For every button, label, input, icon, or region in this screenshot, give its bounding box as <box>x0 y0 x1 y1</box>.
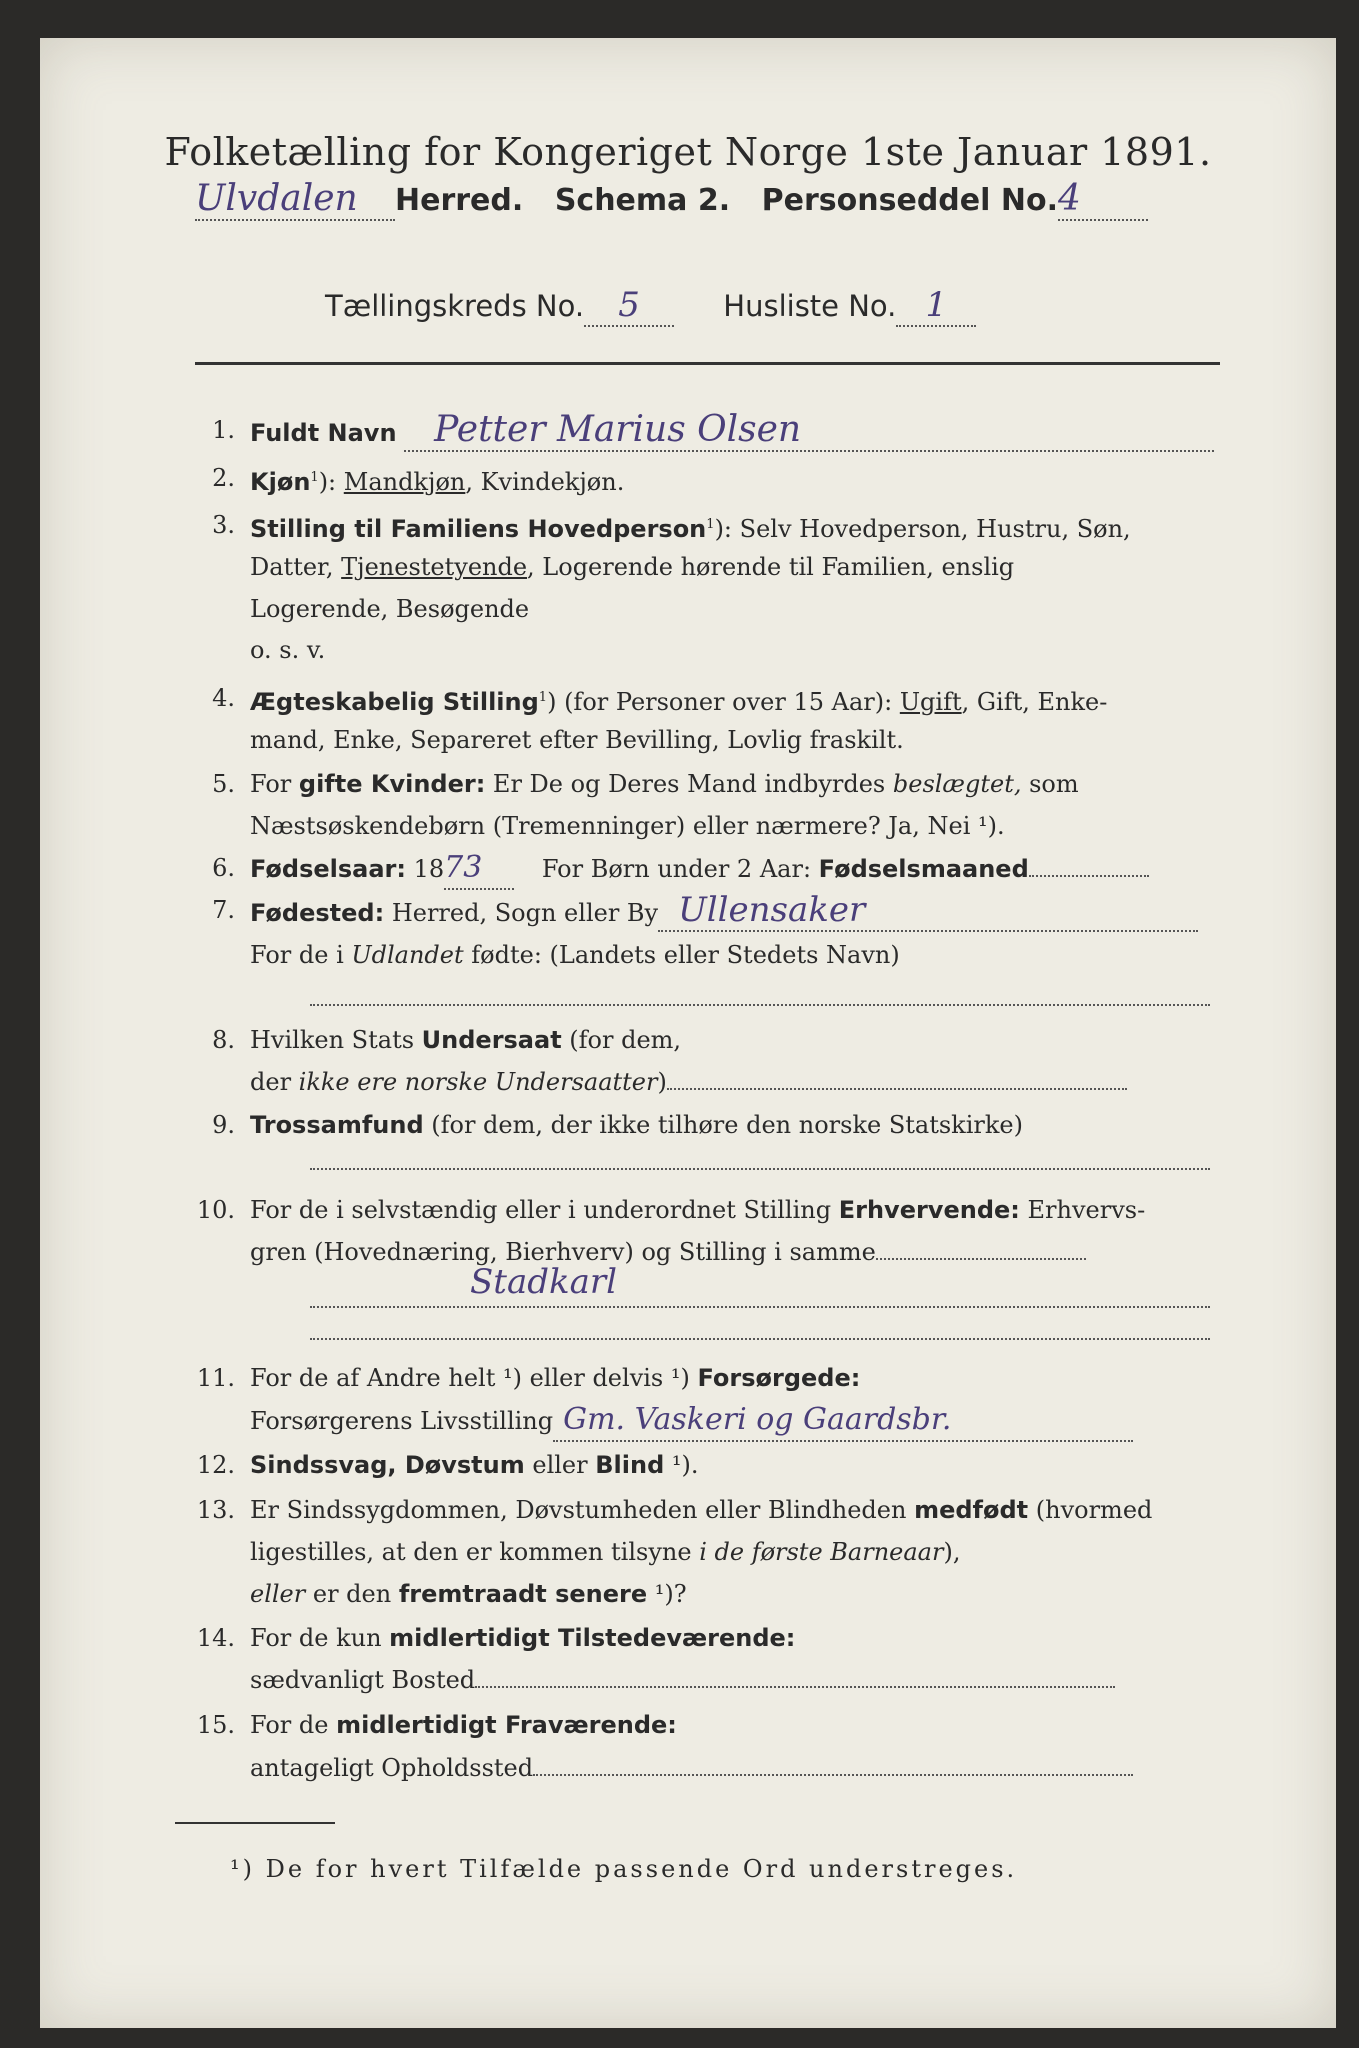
item-7-answer-line <box>310 1004 1210 1006</box>
item-6-label: Fødselsaar: <box>250 855 406 883</box>
item-10-a: For de i selvstændig eller i underordnet Stilling <box>250 1196 839 1224</box>
item-13-line2-i: i de første Barneaar <box>699 1538 944 1566</box>
item-7-number: 7. <box>212 896 235 924</box>
footnote-rule <box>175 1822 335 1824</box>
item-14-dots <box>475 1686 1115 1688</box>
item-15-a: For de <box>250 1711 337 1739</box>
item-4-label: Ægteskabelig Stilling <box>250 688 539 716</box>
item-6-number: 6. <box>212 854 235 882</box>
item-11-label: Forsørgede: <box>697 1364 861 1392</box>
item-5-number: 5. <box>212 770 235 798</box>
item-10-number: 10. <box>196 1196 235 1224</box>
item-9-text: (for dem, der ikke tilhøre den norske Statskirke) <box>423 1111 1023 1139</box>
item-7-value: Ullensaker <box>658 890 1198 932</box>
item-14-number: 14. <box>196 1624 235 1652</box>
item-13-line3-b: ¹)? <box>647 1580 687 1608</box>
item-9-label: Trossamfund <box>250 1111 424 1139</box>
item-8-line2-a: der <box>250 1068 299 1096</box>
item-10-answer <box>310 1262 1210 1308</box>
item-15-label: midlertidigt Fraværende: <box>336 1711 677 1739</box>
item-5-c: som <box>1021 770 1079 798</box>
item-6-prefix: 18 <box>406 855 445 883</box>
item-14-label: midlertidigt Tilstedeværende: <box>389 1624 796 1652</box>
item-8-number: 8. <box>212 1026 235 1054</box>
item-2-label: Kjøn <box>250 468 311 496</box>
item-2-footnote-mark: 1 <box>310 470 319 485</box>
item-10-dots <box>876 1258 1086 1260</box>
item-11-line2: Forsørgerens Livsstilling <box>250 1407 554 1435</box>
item-9-answer-line <box>310 1168 1210 1170</box>
item-10-value: Stadkarl <box>470 1262 617 1302</box>
item-12-label2: Blind <box>595 1451 665 1479</box>
item-5-italic: beslægtet, <box>892 770 1022 798</box>
item-13-line2-a: ligestilles, at den er kommen tilsyne <box>250 1538 700 1566</box>
item-8-b: (for dem, <box>561 1026 682 1054</box>
form-title: Folketælling for Kongeriget Norge 1ste Januar 1891. <box>164 130 1212 174</box>
item-3-line3: Logerende, Besøgende <box>250 595 530 623</box>
item-1-number: 1. <box>212 416 235 444</box>
item-7-line2-a: For de i <box>250 941 352 969</box>
item-10-b: Erhvervs- <box>1019 1196 1146 1224</box>
item-4-number: 4. <box>212 684 235 712</box>
item-5-b: Er De og Deres Mand indbyrdes <box>485 770 893 798</box>
kreds-value: 5 <box>584 285 674 327</box>
schema-label: Schema 2. <box>554 183 731 218</box>
item-15-number: 15. <box>196 1711 235 1739</box>
husliste-value: 1 <box>896 285 976 327</box>
item-13-line2-b: ), <box>943 1538 961 1566</box>
item-10-answer-line2 <box>310 1338 1210 1340</box>
footnote: ¹) De for hvert Tilfælde passende Ord understreges. <box>230 1855 1018 1883</box>
herred-value: Ulvdalen <box>195 178 395 221</box>
herred-label: Herred. <box>395 183 524 218</box>
item-3-footnote-mark: 1 <box>706 517 715 532</box>
item-8-dots <box>667 1088 1127 1090</box>
item-3-line4: o. s. v. <box>250 636 326 664</box>
item-2-option-kvindekjon: , Kvindekjøn. <box>465 468 625 496</box>
personseddel-label: Personseddel No. <box>761 183 1058 218</box>
item-13-number: 13. <box>196 1496 235 1524</box>
item-4-ugift: Ugift <box>899 688 962 716</box>
item-3-line2-a: Datter, <box>250 553 342 581</box>
item-3-line1: ): Selv Hovedperson, Hustru, Søn, <box>714 515 1131 543</box>
item-11-value: Gm. Vaskeri og Gaardsbr. <box>553 1400 1133 1442</box>
husliste-label: Husliste No. <box>723 289 897 323</box>
item-7-label: Fødested: <box>250 899 385 927</box>
item-5-line2: Næstsøskendebørn (Tremenninger) eller nærmere? Ja, Nei ¹). <box>250 812 1005 840</box>
item-13-line3-i: eller <box>250 1580 306 1608</box>
item-13-b: (hvormed <box>1028 1496 1153 1524</box>
item-4-line1-end: , Gift, Enke- <box>961 688 1108 716</box>
item-3-line2-b: , Logerende hørende til Familien, enslig <box>527 553 1015 581</box>
item-2-text: ): <box>318 468 344 496</box>
item-11-a: For de af Andre helt ¹) eller delvis ¹) <box>250 1364 698 1392</box>
item-8-line2-i: ikke ere norske Undersaatter <box>298 1068 658 1096</box>
item-3-tjenestetyende: Tjenestetyende <box>341 553 528 581</box>
item-12-label: Sindssvag, Døvstum <box>250 1451 525 1479</box>
item-1-value: Petter Marius Olsen <box>404 410 1214 452</box>
item-9-number: 9. <box>212 1111 235 1139</box>
item-7-a: Herred, Sogn eller By <box>384 899 659 927</box>
item-2-number: 2. <box>212 464 235 492</box>
header-rule <box>195 362 1220 365</box>
item-2-option-mandkjon: Mandkjøn <box>343 468 466 496</box>
item-11-number: 11. <box>196 1364 235 1392</box>
kreds-label: Tællingskreds No. <box>325 289 585 323</box>
item-6-value: 73 <box>444 848 514 890</box>
item-15-dots <box>533 1774 1133 1776</box>
item-12-a: eller <box>524 1451 596 1479</box>
item-7-line2-i: Udlandet <box>351 941 464 969</box>
item-6-b: For Børn under 2 Aar: <box>541 855 819 883</box>
item-4-line1: ) (for Personer over 15 Aar): <box>547 688 900 716</box>
item-8-line2-b: ) <box>657 1068 667 1096</box>
item-4-footnote-mark: 1 <box>538 690 548 705</box>
item-10-label: Erhvervende: <box>838 1196 1020 1224</box>
item-3-label: Stilling til Familiens Hovedperson <box>250 515 707 543</box>
item-1-label: Fuldt Navn <box>250 419 397 447</box>
item-5-label: gifte Kvinder: <box>298 770 486 798</box>
item-8-label: Undersaat <box>421 1026 562 1054</box>
item-6-label2: Fødselsmaaned <box>818 855 1029 883</box>
item-12-b: ¹). <box>664 1451 699 1479</box>
item-6-dots <box>1029 875 1149 877</box>
item-15-line2: antageligt Opholdssted <box>250 1754 534 1782</box>
kreds-line <box>325 285 976 327</box>
item-14-a: For de kun <box>250 1624 390 1652</box>
item-7-line2-b: fødte: (Landets eller Stedets Navn) <box>463 941 900 969</box>
item-8-a: Hvilken Stats <box>250 1026 422 1054</box>
item-13-a: Er Sindssygdommen, Døvstumheden eller Blindheden <box>250 1496 915 1524</box>
item-5-a: For <box>250 770 299 798</box>
item-10-line2: gren (Hovednæring, Bierhverv) og Stilling i samme <box>250 1238 876 1266</box>
item-12-number: 12. <box>196 1451 235 1479</box>
item-4-line2: mand, Enke, Separeret efter Bevilling, Lovlig fraskilt. <box>250 726 904 754</box>
item-14-line2: sædvanligt Bosted <box>250 1666 476 1694</box>
personseddel-value: 4 <box>1058 178 1148 221</box>
item-3-number: 3. <box>212 511 235 539</box>
item-13-label: medfødt <box>914 1496 1029 1524</box>
herred-line <box>195 178 1148 221</box>
item-13-line3-label: fremtraadt senere <box>398 1580 648 1608</box>
item-13-line3-a: er den <box>305 1580 399 1608</box>
